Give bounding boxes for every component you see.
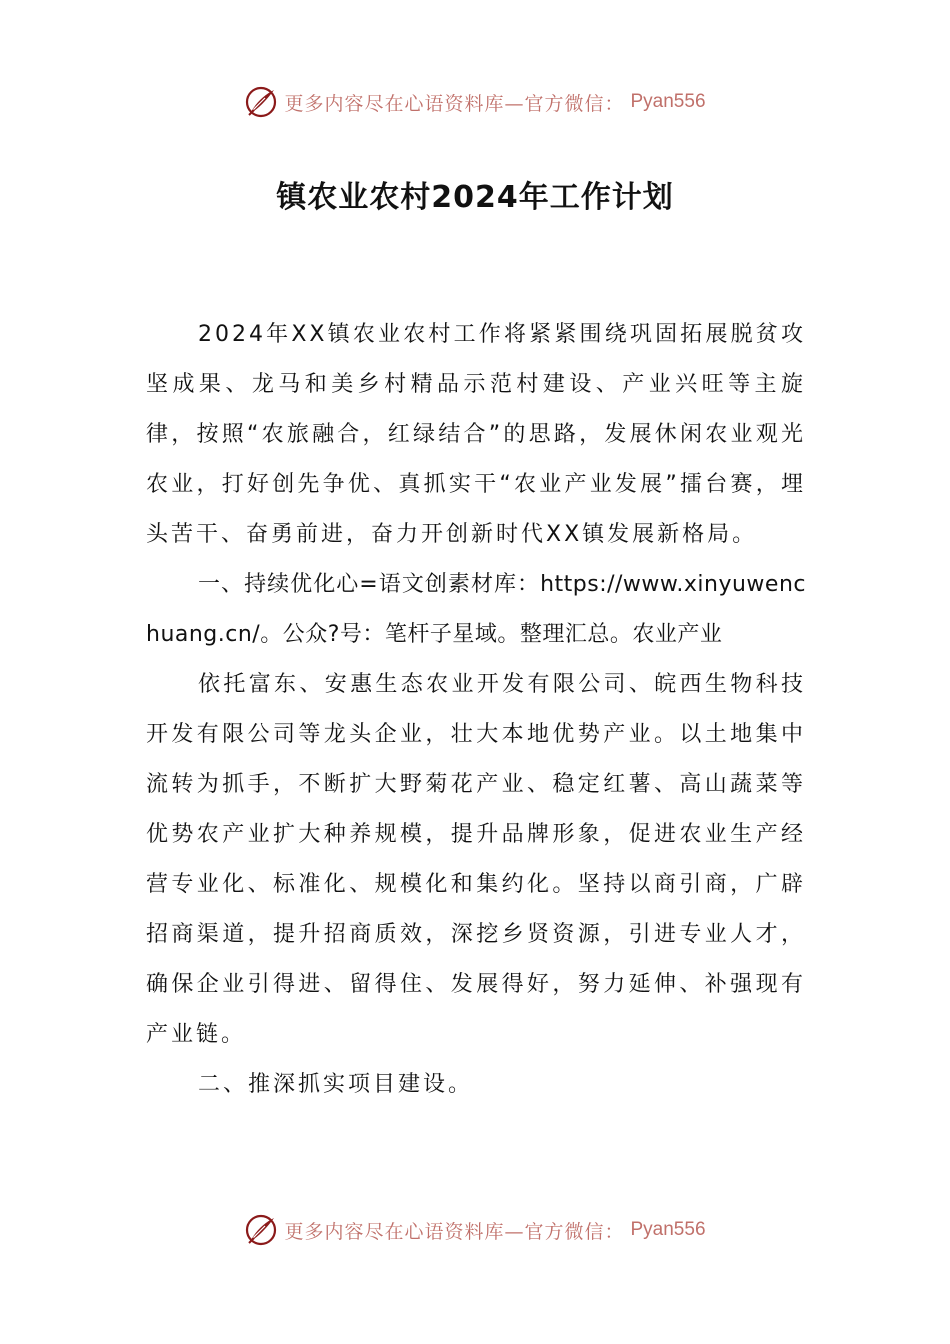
paragraph-section-one-heading: 一、持续优化心=语文创素材库：https://www.xinyuwenchuang.cn/。公众?号：笔杆子星域。整理汇总。农业产业 [146, 572, 806, 647]
feather-pen-logo-icon [244, 85, 278, 119]
document-title: 镇农业农村2024年工作计划 [276, 180, 674, 215]
header-banner [0, 82, 950, 122]
header-banner-text: 更多内容尽在心语资料库—官方微信： [284, 92, 625, 115]
document-body [146, 310, 806, 1110]
footer-banner [0, 1210, 950, 1250]
footer-banner-wechat-id: Pyan556 [630, 1219, 706, 1240]
footer-banner-text: 更多内容尽在心语资料库—官方微信： [284, 1220, 625, 1243]
feather-pen-logo-icon [244, 1213, 278, 1247]
header-banner-wechat-id: Pyan556 [630, 91, 706, 112]
paragraph-section-one-body: 依托富东、安惠生态农业开发有限公司、皖西生物科技开发有限公司等龙头企业，壮大本地优势产业。以土地集中流转为抓手，不断扩大野菊花产业、稳定红薯、高山蔬菜等优势农产业扩大种养规模，提升品牌形象，促进农业生产经营专业化、标准化、规模化和集约化。坚持以商引商，广辟招商渠道，提升招商质效，深挖乡贤资源，引进专业人才，确保企业引得进、留得住、发展得好，努力延伸、补强现有产业链。 [146, 672, 806, 1047]
paragraph-section-two-heading: 二、推深抓实项目建设。 [198, 1072, 474, 1097]
paragraph-intro: 2024年XX镇农业农村工作将紧紧围绕巩固拓展脱贫攻坚成果、龙马和美乡村精品示范村建设、产业兴旺等主旋律，按照“农旅融合，红绿结合”的思路，发展休闲农业观光农业，打好创先争优、真抓实干“农业产业发展”擂台赛，埋头苦干、奋勇前进，奋力开创新时代XX镇发展新格局。 [146, 322, 806, 547]
